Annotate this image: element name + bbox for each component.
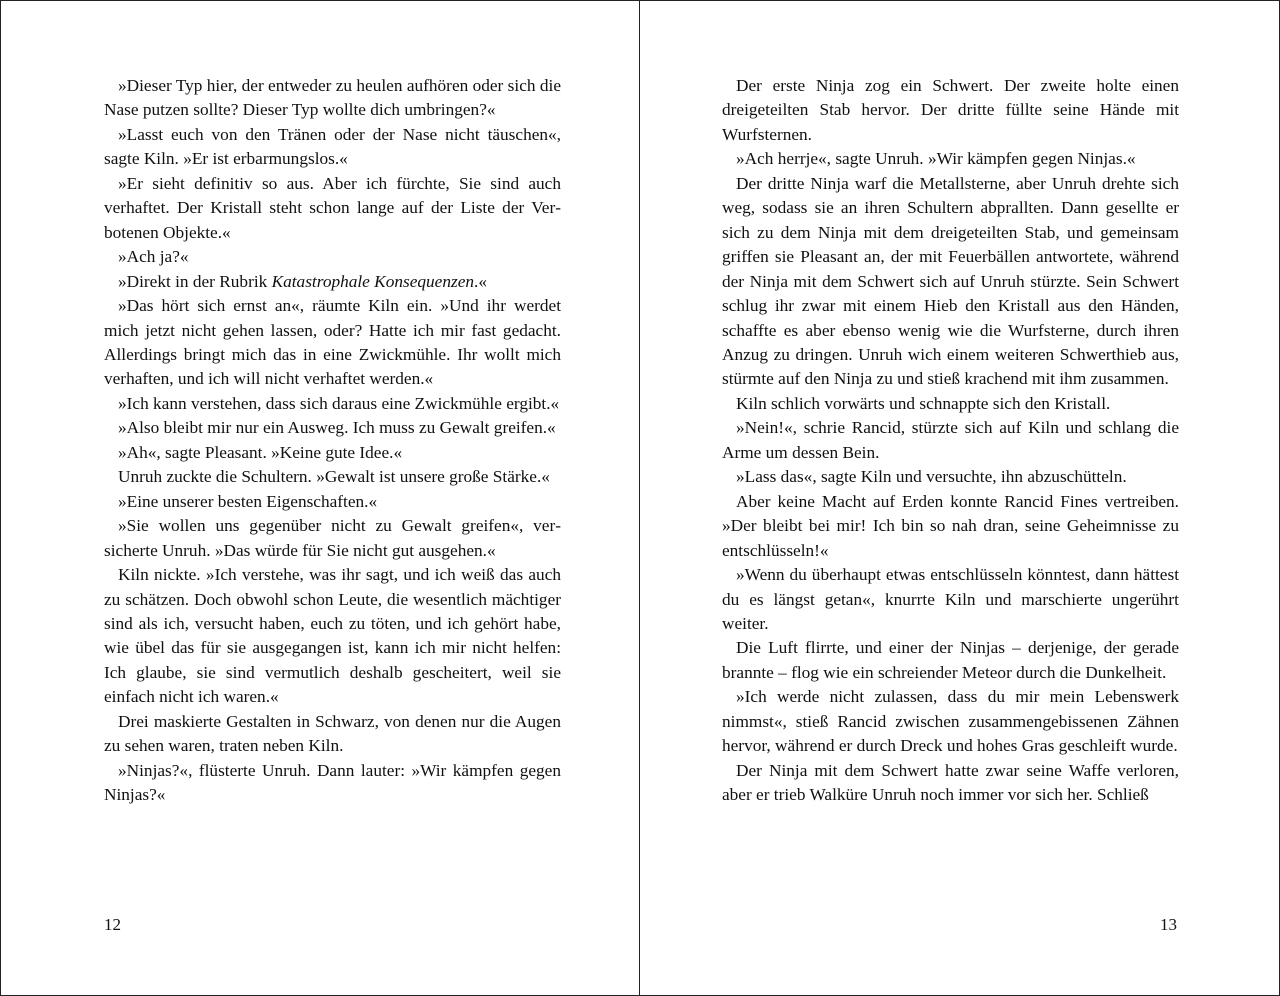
text-run: »Also bleibt mir nur ein Ausweg. Ich muss zu Gewalt greifen.« (118, 418, 556, 438)
paragraph (722, 759, 1184, 808)
left-page (104, 74, 566, 808)
left-page-number: 12 (104, 915, 121, 934)
paragraph (104, 563, 566, 710)
paragraph (722, 685, 1184, 758)
text-run: .« (474, 271, 487, 291)
page-gutter (639, 1, 640, 995)
text-run: »Ich kann verstehen, dass sich daraus eine Zwickmühle ergibt.« (118, 393, 560, 413)
text-run: »Ach ja?« (118, 247, 189, 267)
paragraph (722, 172, 1184, 392)
text-run: »Er sieht definitiv so aus. Aber ich fürchte, Sie sind auch verhaftet. Der Kristall steht schon lange auf der Liste der Verbotenen Objekte.« (104, 173, 566, 242)
paragraph (104, 759, 566, 808)
italic-text: Katastrophale Konsequenzen (271, 271, 474, 291)
paragraph (722, 416, 1183, 465)
text-run: Der erste Ninja zog ein Schwert. Der zweite holte einen dreigeteilten Stab hervor. Der dritte füllte seine Hände mit Wurfsternen. (722, 76, 1184, 144)
paragraph (104, 123, 566, 172)
paragraph (104, 416, 561, 440)
text-run: Die Luft flirrte, und einer der Ninjas – derjenige, der gerade brannte – flog wie ein schreiender Meteor durch die Dunkelheit. (722, 638, 1184, 682)
text-run: »Wenn du überhaupt etwas entschlüsseln könntest, dann hättest du es längst getan«, knurrte Kiln und marschierte ungerührt weiter. (722, 565, 1184, 633)
text-run: »Ich werde nicht zulassen, dass du mir mein Lebenswerk nimmst«, stieß Rancid zwischen zusammengebissenen Zähnen hervor, während er durch Dreck und hohes Gras geschleift wurde. (722, 687, 1184, 756)
text-run: Der dritte Ninja warf die Metallsterne, aber Unruh drehte sich weg, sodass sie an ihren Schultern abprallten. Dann gesellte er sich zu dem Ninja mit dem dreigeteilten Stab, und gemeinsam griffen sie Pleasant an, der mit Feuerbällen antwortete, während der Ninja mit dem Schwert sich auf Unruh stürzte. Sein Schwert schlug ihr zwar mit einem Hieb den Kristall aus den Händen, schaffte es aber ebenso wenig wie die Wurfsterne, durch ihren Anzug zu dringen. Unruh wich einem weiteren Schwerthieb aus, stürmte auf den Ninja zu und stieß krachend mit ihm zusammen. (722, 173, 1184, 389)
text-run: »Dieser Typ hier, der entweder zu heulen aufhören oder sich die Nase putzen sollte? Dieser Typ wollte dich umbringen?« (104, 76, 566, 120)
paragraph (104, 172, 566, 245)
text-run: Kiln schlich vorwärts und schnappte sich den Kristall. (736, 393, 1111, 413)
text-run: »Nein!«, schrie Rancid, stürzte sich auf Kiln und schlang die Arme um dessen Bein. (722, 418, 1183, 462)
paragraph (722, 465, 1179, 489)
paragraph (104, 392, 561, 416)
paragraph (104, 270, 561, 294)
paragraph (722, 563, 1184, 636)
paragraph (104, 245, 561, 269)
text-run: Unruh zuckte die Schultern. »Gewalt ist unsere große Stärke.« (118, 467, 550, 487)
text-run: »Eine unserer besten Eigenschaften.« (118, 491, 378, 511)
paragraph (722, 147, 1179, 171)
text-run: »Sie wollen uns gegenüber nicht zu Gewalt greifen«, versicherte Unruh. »Das würde für Sie nicht gut ausgehen.« (104, 516, 561, 560)
paragraph (722, 490, 1184, 563)
right-page-number: 13 (1160, 915, 1177, 934)
right-page (722, 74, 1184, 808)
text-run: »Lasst euch von den Tränen oder der Nase nicht täuschen«, sagte Kiln. »Er ist erbarmungslos.« (104, 124, 566, 169)
left-page-text (104, 74, 566, 808)
text-run: »Ninjas?«, flüsterte Unruh. Dann lauter: »Wir kämpfen gegen Ninjas?« (104, 760, 566, 805)
right-page-text (722, 74, 1184, 808)
text-run: »Direkt in der Rubrik (118, 271, 272, 291)
paragraph (104, 710, 566, 759)
paragraph (722, 74, 1184, 147)
text-run: Drei maskierte Gestalten in Schwarz, von denen nur die Augen zu sehen waren, traten neben Kiln. (104, 711, 566, 756)
paragraph (104, 441, 561, 465)
paragraph (104, 465, 561, 489)
text-run: »Ah«, sagte Pleasant. »Keine gute Idee.« (118, 442, 403, 462)
paragraph (104, 74, 566, 123)
paragraph (722, 392, 1179, 416)
text-run: Der Ninja mit dem Schwert hatte zwar seine Waffe verloren, aber er trieb Walküre Unruh noch immer vor sich her. Schließ (722, 760, 1184, 805)
paragraph (104, 514, 561, 563)
text-run: »Ach herrje«, sagte Unruh. »Wir kämpfen gegen Ninjas.« (736, 149, 1136, 169)
text-run: »Lass das«, sagte Kiln und versuchte, ihn abzuschütteln. (736, 467, 1127, 487)
paragraph (104, 490, 561, 514)
text-run: »Das hört sich ernst an«, räumte Kiln ein. »Und ihr werdet mich jetzt nicht gehen lassen, oder? Hatte ich mir fast gedacht. Allerdings bringt mich das in eine Zwickmühle. Ihr wollt mich verhaften, und ich will nicht verhaftet werden.« (104, 296, 566, 389)
paragraph (722, 636, 1184, 685)
paragraph (104, 294, 566, 392)
text-run: Kiln nickte. »Ich verstehe, was ihr sagt, und ich weiß das auch zu schätzen. Doch obwohl schon Leute, die wesentlich mächtiger sind als ich, versucht haben, euch zu töten, und ich gehört habe, wie übel das für sie ausgegangen ist, kann ich mir nicht helfen: Ich glaube, sie sind vermutlich deshalb gescheitert, weil sie einfach nicht ich waren.« (104, 565, 566, 707)
text-run: Aber keine Macht auf Erden konnte Rancid Fines vertreiben. »Der bleibt bei mir! Ich bin so nah dran, seine Geheimnisse zu entschlüsseln!« (722, 491, 1184, 560)
